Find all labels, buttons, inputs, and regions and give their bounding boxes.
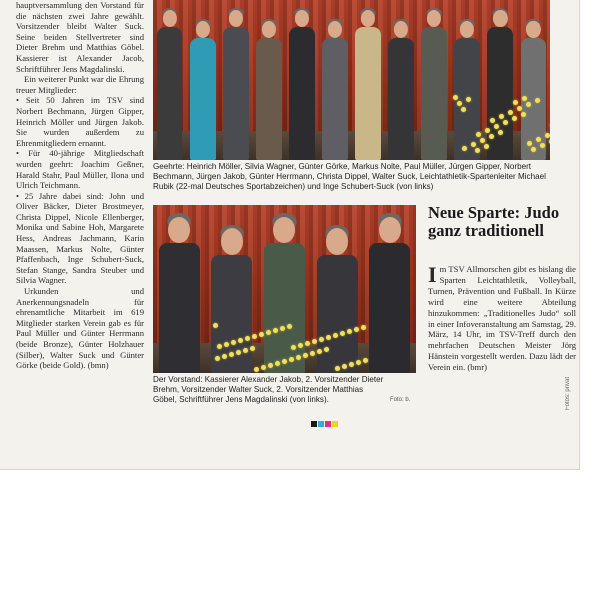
flower-blossom (261, 365, 266, 370)
flower-blossom (268, 363, 273, 368)
flower-blossom (312, 339, 317, 344)
head (162, 10, 176, 27)
flower-blossom (266, 330, 271, 335)
color-mark-black (311, 421, 317, 427)
flower-blossom (347, 329, 352, 334)
flower-blossom (521, 112, 526, 117)
flower-blossom (340, 331, 345, 336)
flower-blossom (213, 323, 218, 328)
flower-blossom (273, 328, 278, 333)
honorees-group-photo (153, 0, 550, 160)
person-figure (256, 19, 282, 160)
head (460, 21, 474, 38)
flower-blossom (287, 324, 292, 329)
flower-blossom (319, 337, 324, 342)
flower-blossom (238, 338, 243, 343)
flower-blossom (527, 141, 532, 146)
person-figure (369, 213, 410, 373)
paragraph: Ein weiterer Punkt war die Ehrung treuer Mitglieder: (16, 74, 144, 95)
person-figure (388, 19, 414, 160)
paragraph: • Seit 50 Jahren im TSV sind Norbert Bechmann, Jürgen Gipper, Heinrich Möller und Jürgen Jakob. Sie wurden außerdem zu Ehrenmitgliedern ernannt. (16, 95, 144, 148)
flower-blossom (275, 361, 280, 366)
head (273, 217, 295, 243)
flower-blossom (349, 362, 354, 367)
flower-blossom (484, 144, 489, 149)
torso (223, 27, 249, 160)
head (361, 10, 375, 27)
flower-blossom (476, 132, 481, 137)
flower-blossom (217, 344, 222, 349)
head (526, 21, 540, 38)
flower-blossom (512, 116, 517, 121)
flower-blossom (494, 124, 499, 129)
left-article-column (16, 0, 144, 412)
flower-blossom (282, 359, 287, 364)
flower-blossom (508, 110, 513, 115)
paragraph: • Für 40-jährige Mitgliedschaft wurden geehrt: Joachim Geßner, Harald Stahr, Paul Müller, Ilona und Ulrich Teichmann. (16, 148, 144, 191)
flower-blossom (540, 143, 545, 148)
head (493, 10, 507, 27)
flower-blossom (259, 332, 264, 337)
head (379, 217, 401, 243)
flower-blossom (503, 120, 508, 125)
flower-blossom (531, 147, 536, 152)
person-figure (355, 8, 381, 160)
flower-blossom (549, 139, 550, 144)
flower-blossom (466, 97, 471, 102)
color-mark-magenta (325, 421, 331, 427)
person-figure (159, 213, 200, 373)
flower-blossom (545, 133, 550, 138)
flower-blossom (354, 327, 359, 332)
flower-blossom (289, 357, 294, 362)
torso (289, 27, 315, 160)
flower-blossom (536, 137, 541, 142)
flower-blossom (317, 349, 322, 354)
paragraph: hauptversammlung den Vorstand für die nächsten zwei Jahre gewählt. Vorsitzender bleibt Walter Suck. Seine beiden Stellvertreter sind Dieter Brehm und Matthias Göbel. Kassierer ist Alexander Jacob, Schriftführer Jens Magdalinski. (16, 0, 144, 74)
person-figure (421, 8, 447, 160)
torso (322, 38, 348, 160)
flower-blossom (303, 353, 308, 358)
flower-blossom (361, 325, 366, 330)
flower-blossom (457, 101, 462, 106)
flower-blossom (462, 146, 467, 151)
head (295, 10, 309, 27)
flower-blossom (252, 334, 257, 339)
flower-blossom (480, 138, 485, 143)
flower-blossom (305, 341, 310, 346)
flower-blossom (535, 98, 540, 103)
flower-blossom (310, 351, 315, 356)
flower-blossom (324, 347, 329, 352)
flower-blossom (522, 96, 527, 101)
flower-blossom (517, 106, 522, 111)
head (427, 10, 441, 27)
torso (421, 27, 447, 160)
head (168, 217, 190, 243)
flower-blossom (296, 355, 301, 360)
flower-blossom (231, 340, 236, 345)
head (394, 21, 408, 38)
board-group-photo (153, 205, 416, 373)
flower-blossom (475, 148, 480, 153)
head (326, 228, 348, 254)
person-figure (157, 8, 183, 160)
flower-blossom (342, 364, 347, 369)
top-photo-caption: Geehrte: Heinrich Möller, Silvia Wagner, Günter Görke, Markus Nolte, Paul Müller, Jürgen Gipper, Norbert Bechmann, Jürgen Jakob, Günter Herrmann, Christa Dippel, Walter Suck, Leichtathletik-Spartenleiter Michael Rubik (22-mal Deutsches Sportabzeichen) und Inge Schubert-Suck (von links) (153, 162, 546, 191)
person-figure (190, 19, 216, 160)
flower-blossom (245, 336, 250, 341)
judo-article-body (428, 264, 576, 373)
head (196, 21, 210, 38)
color-mark-cyan (318, 421, 324, 427)
torso (355, 27, 381, 160)
flower-arrangement (213, 323, 373, 373)
torso (369, 243, 410, 373)
head (221, 228, 243, 254)
torso (157, 27, 183, 160)
flower-blossom (471, 142, 476, 147)
flower-blossom (498, 130, 503, 135)
flower-blossom (499, 114, 504, 119)
flower-blossom (333, 333, 338, 338)
paragraph: Urkunden und Anerkennungsnadeln für ehrenamtliche Mitarbeit im 619 Mitglieder starken Verein gab es für Paul Müller und Günter Herrmann (beide Bronze), Günter Holzhauer (Silber), Walter Suck und Günter Görke (beide Gold). (bmn) (16, 286, 144, 371)
person-figure (223, 8, 249, 160)
flower-blossom (250, 346, 255, 351)
flower-blossom (335, 366, 340, 371)
flower-blossom (291, 345, 296, 350)
article-text: m TSV Allmorschen gibt es bislang die Sparten Leichtathletik, Volleyball, Turnen, Prävention und Fußball. In Kürze wird eine weitere Abteilung hinzukommen: „Traditionelles Judo“ soll in einer Infoveranstaltung am Samstag, 29. März, 14 Uhr, im TSV-Treff durch den mehrfachen Deutschen Meister Jörg Hänstein vorgestellt werden. Dazu lädt der Verein ein. (bmr) (428, 264, 576, 373)
flower-blossom (513, 100, 518, 105)
flower-blossom (461, 107, 466, 112)
flower-blossom (490, 118, 495, 123)
torso (388, 38, 414, 160)
flower-blossom (326, 335, 331, 340)
flower-blossom (526, 102, 531, 107)
head (229, 10, 243, 27)
side-photo-credit: Fotos: privat (565, 376, 571, 410)
head (328, 21, 342, 38)
print-color-marks (311, 421, 338, 427)
flower-blossom (489, 134, 494, 139)
torso (159, 243, 200, 373)
flower-blossom (224, 342, 229, 347)
flower-blossom (298, 343, 303, 348)
flower-blossom (254, 367, 259, 372)
article-headline: Neue Sparte: Judo ganz traditionell (428, 203, 560, 240)
head (262, 21, 276, 38)
flower-blossom (215, 356, 220, 361)
flower-blossom (229, 352, 234, 357)
flower-blossom (363, 358, 368, 363)
flower-blossom (356, 360, 361, 365)
person-figure (289, 8, 315, 160)
torso (256, 38, 282, 160)
flower-blossom (243, 348, 248, 353)
bottom-photo-caption: Der Vorstand: Kassierer Alexander Jakob, 2. Vorsitzender Dieter Brehm, Vorsitzender Walter Suck, 2. Vorsitzender Matthias Göbel, Schriftführer Jens Magdalinski (von links). (153, 375, 384, 404)
flower-blossom (236, 350, 241, 355)
color-mark-yellow (332, 421, 338, 427)
torso (190, 38, 216, 160)
person-figure (322, 19, 348, 160)
photo-credit: Foto: b. (390, 397, 411, 403)
flower-arrangement (453, 95, 550, 155)
flower-blossom (222, 354, 227, 359)
flower-blossom (280, 326, 285, 331)
drop-cap: I (428, 262, 437, 287)
paragraph: • 25 Jahre dabei sind: John und Oliver Bäcker, Dieter Brostmeyer, Christa Dippel, Nicole Ellenberger, Monika und Sabine Hoh, Margarete Hess, Andreas Jachmann, Karin Maassen, Markus Nolte, Günter Pfaffenbach, Inge Schubert-Suck, Stefan Stange, Sandra Steuber und Silvia Wagner. (16, 190, 144, 286)
flower-blossom (485, 128, 490, 133)
flower-blossom (453, 95, 458, 100)
